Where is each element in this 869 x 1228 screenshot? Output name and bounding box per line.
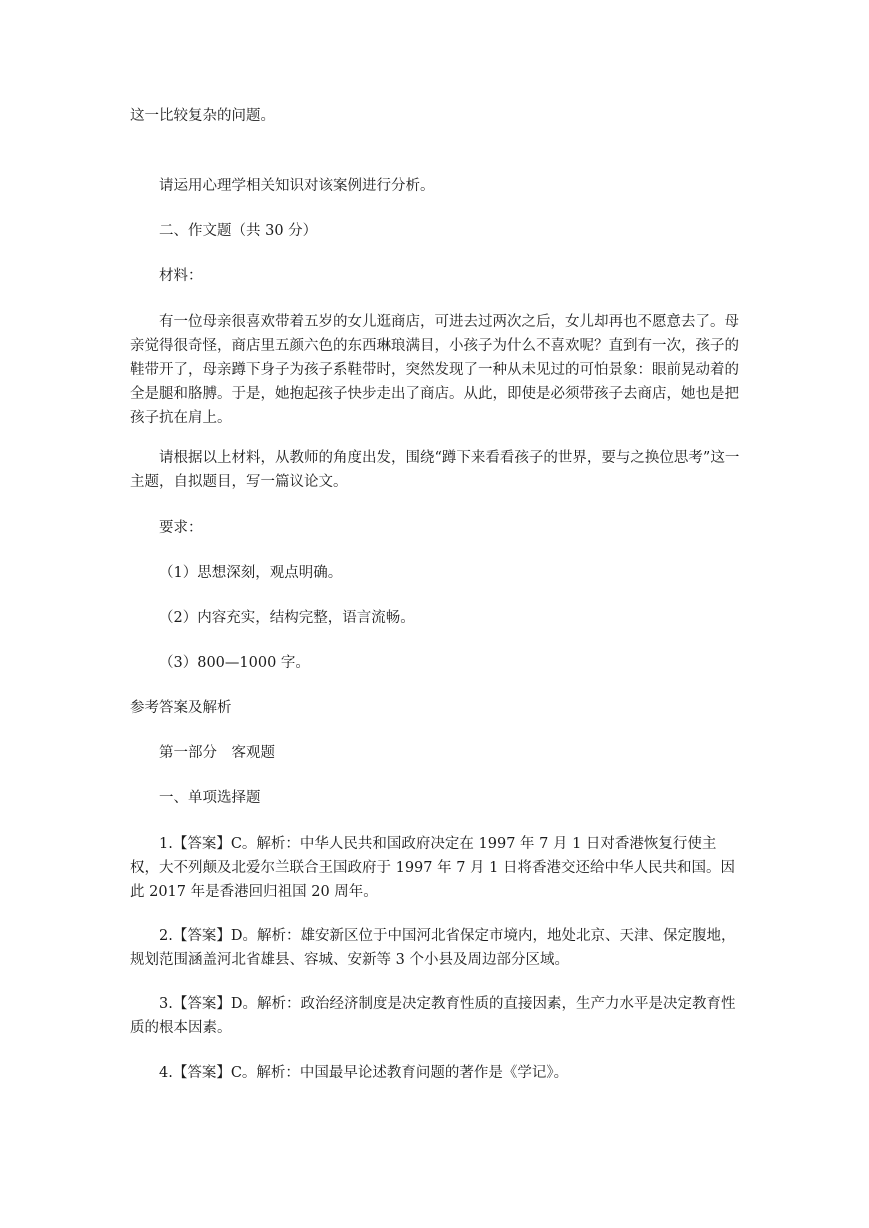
part-one-title: 第一部分 客观题 [159,745,275,761]
case-prompt-text: 请运用心理学相关知识对该案例进行分析。 [159,178,435,194]
intro-tail-text: 这一比较复杂的问题。 [130,108,275,124]
material-label: 材料： [159,268,203,284]
answer-item: 2.【答案】D。解析：雄安新区位于中国河北省保定市境内，地处北京、天津、保定腹地，规划范围涵盖河北省雄县、容城、安新等 3 个小县及周边部分区域。 [130,928,736,968]
requirement-item: （1）思想深刻，观点明确。 [159,565,343,581]
answer-item: 1.【答案】C。解析：中华人民共和国政府决定在 1997 年 7 月 1 日对香港恢复行使主权，大不列颠及北爱尔兰联合王国政府于 1997 年 7 月 1 日将香港交还给中华人民共和国。因此 2017 年是香港回归祖国 20 周年。 [130,836,736,900]
material-paragraph: 有一位母亲很喜欢带着五岁的女儿逛商店，可进去过两次之后，女儿却再也不愿意去了。母亲觉得很奇怪，商店里五颜六色的东西琳琅满目，小孩子为什么不喜欢呢？直到有一次，孩子的鞋带开了，母亲蹲下身子为孩子系鞋带时，突然发现了一种从未见过的可怕景象：眼前晃动着的全是腿和胳膊。于是，她抱起孩子快步走出了商店。从此，即使是必须带孩子去商店，她也是把孩子抗在肩上。 [130,314,739,426]
single-choice-title: 一、单项选择题 [159,790,261,806]
requirement-item: （3）800—1000 字。 [159,655,310,671]
answer-item: 4.【答案】C。解析：中国最早论述教育问题的著作是《学记》。 [159,1065,569,1081]
essay-prompt-paragraph: 请根据以上材料，从教师的角度出发，围绕“蹲下来看看孩子的世界，要与之换位思考”这一主题，自拟题目，写一篇议论文。 [130,450,740,490]
requirement-item: （2）内容充实，结构完整，语言流畅。 [159,610,415,626]
answer-item: 3.【答案】D。解析：政治经济制度是决定教育性质的直接因素，生产力水平是决定教育性质的根本因素。 [130,996,736,1036]
answers-heading: 参考答案及解析 [130,700,232,716]
requirements-label: 要求： [159,520,203,536]
essay-section-title: 二、作文题（共 30 分） [159,223,318,239]
